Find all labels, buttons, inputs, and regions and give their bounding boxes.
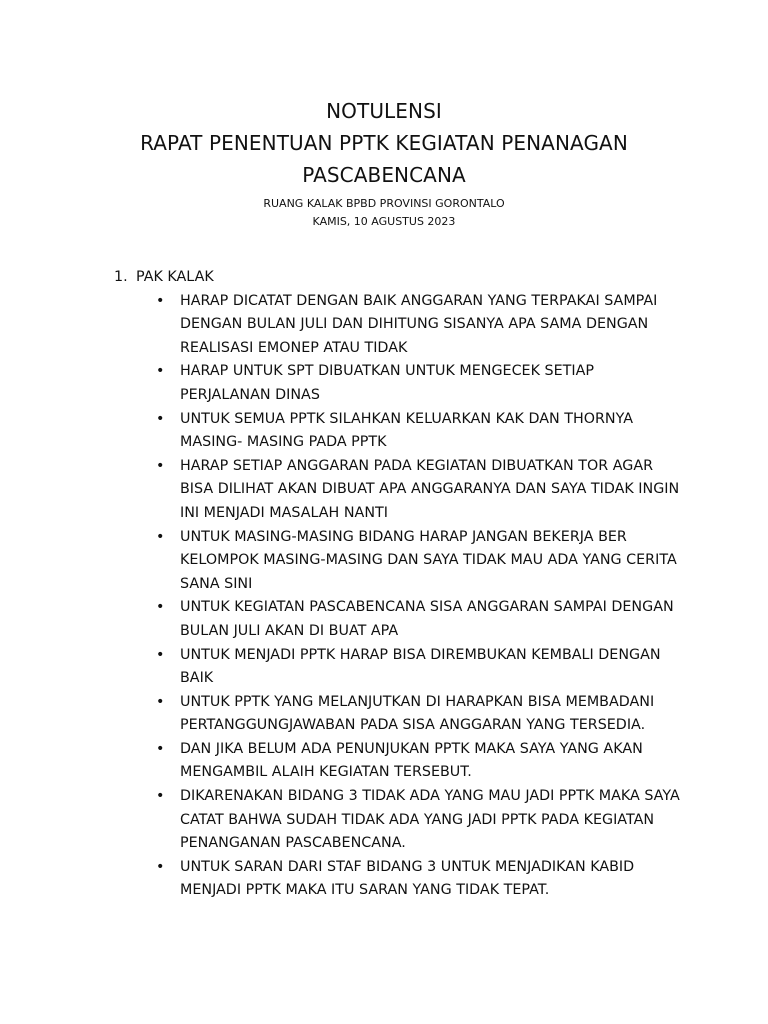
section-heading-text: PAK KALAK	[136, 269, 214, 285]
list-item	[114, 408, 680, 455]
list-item-text: HARAP UNTUK SPT DIBUATKAN UNTUK MENGECEK SETIAP PERJALANAN DINAS	[180, 363, 594, 403]
list-item-text: HARAP SETIAP ANGGARAN PADA KEGIATAN DIBUATKAN TOR AGAR BISA DILIHAT AKAN DIBUAT APA ANGGARANYA DAN SAYA TIDAK INGIN INI MENJADI MASALAH NANTI	[180, 457, 680, 521]
document-header	[0, 95, 768, 231]
list-item	[114, 526, 680, 597]
list-item	[114, 644, 680, 691]
bullet-dot-icon: •	[156, 457, 165, 474]
bullet-dot-icon: •	[156, 528, 165, 545]
list-item-text: DAN JIKA BELUM ADA PENUNJUKAN PPTK MAKA SAYA YANG AKAN MENGAMBIL ALAIH KEGIATAN TERSEBUT.	[180, 740, 643, 781]
bullet-dot-icon: •	[156, 599, 165, 616]
meeting-location: RUANG KALAK BPBD PROVINSI GORONTALO	[263, 197, 505, 210]
meeting-date: KAMIS, 10 AGUSTUS 2023	[312, 215, 456, 228]
list-item-text: HARAP DICATAT DENGAN BAIK ANGGARAN YANG TERPAKAI SAMPAI DENGAN BULAN JULI DAN DIHITUNG SISANYA APA SAMA DENGAN REALISASI EMONEP ATAU TIDAK	[180, 292, 658, 356]
meeting-title-line2: PASCABENCANA	[302, 163, 466, 187]
bullet-dot-icon: •	[156, 693, 165, 710]
list-item	[114, 360, 680, 407]
list-item	[114, 738, 680, 785]
bullet-dot-icon: •	[156, 410, 165, 427]
list-item-text: UNTUK MASING-MASING BIDANG HARAP JANGAN BEKERJA BER KELOMPOK MASING-MASING DAN SAYA TIDAK MAU ADA YANG CERITA SANA SINI	[180, 528, 677, 592]
meeting-title-line1: RAPAT PENENTUAN PPTK KEGIATAN PENANAGAN	[140, 131, 628, 155]
list-item-text: UNTUK MENJADI PPTK HARAP BISA DIREMBUKAN KEMBALI DENGAN BAIK	[180, 646, 661, 687]
list-item-text: UNTUK PPTK YANG MELANJUTKAN DI HARAPKAN BISA MEMBADANI PERTANGGUNGJAWABAN PADA SISA ANGGARAN YANG TERSEDIA.	[180, 693, 655, 734]
list-item	[114, 596, 680, 643]
list-item	[114, 856, 680, 903]
bullet-dot-icon: •	[156, 292, 165, 309]
list-item	[114, 785, 680, 856]
list-item	[114, 455, 680, 526]
document-title: NOTULENSI	[326, 99, 442, 123]
list-item	[114, 691, 680, 738]
section-heading	[114, 266, 694, 290]
bullet-dot-icon: •	[156, 646, 165, 663]
list-item-text: DIKARENAKAN BIDANG 3 TIDAK ADA YANG MAU JADI PPTK MAKA SAYA CATAT BAHWA SUDAH TIDAK ADA YANG JADI PPTK PADA KEGIATAN PENANGANAN PASCABENCANA.	[180, 788, 680, 852]
bullet-dot-icon: •	[156, 858, 165, 875]
section-number: 1.	[114, 269, 128, 285]
list-item-text: UNTUK SARAN DARI STAF BIDANG 3 UNTUK MENJADIKAN KABID MENJADI PPTK MAKA ITU SARAN YANG TIDAK TEPAT.	[180, 858, 635, 899]
bullet-dot-icon: •	[156, 740, 165, 757]
list-item-text: UNTUK KEGIATAN PASCABENCANA SISA ANGGARAN SAMPAI DENGAN BULAN JULI AKAN DI BUAT APA	[180, 599, 674, 639]
bullet-dot-icon: •	[156, 363, 165, 380]
notes-body	[114, 266, 694, 903]
bullet-dot-icon: •	[156, 788, 165, 805]
list-item-text: UNTUK SEMUA PPTK SILAHKAN KELUARKAN KAK DAN THORNYA MASING- MASING PADA PPTK	[180, 410, 634, 451]
list-item	[114, 290, 680, 361]
bullet-list	[114, 290, 694, 903]
